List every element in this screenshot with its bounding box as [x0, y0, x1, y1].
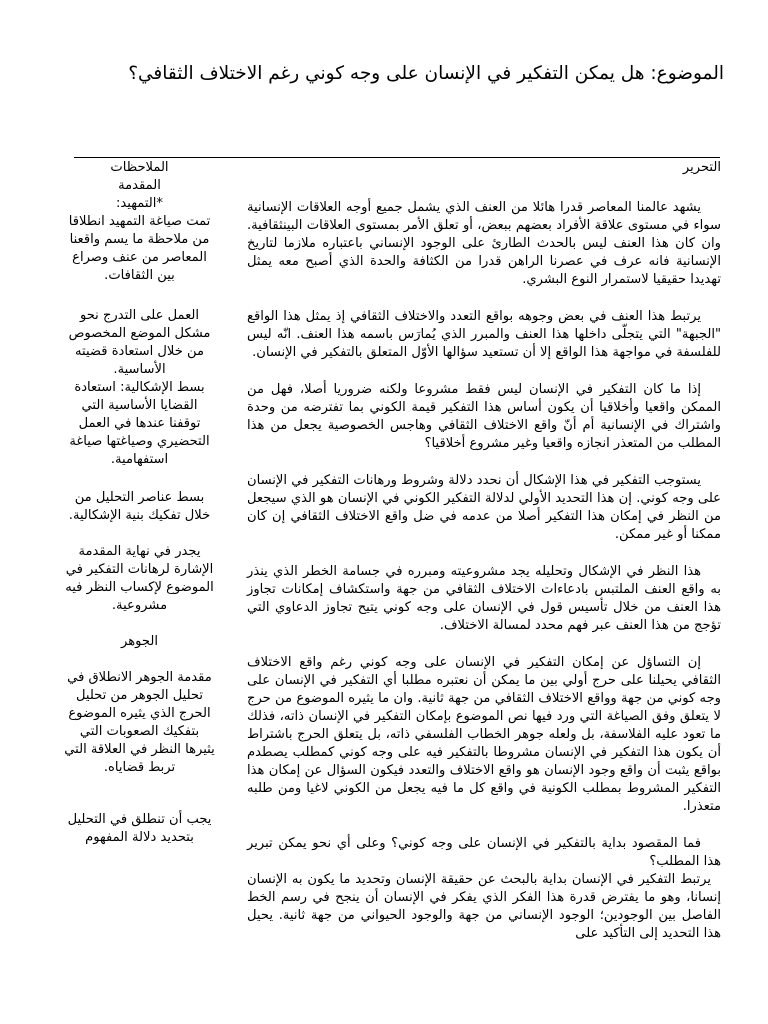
note-item: بسط الإشكالية: استعادة القضايا الأساسية التي توقفنا عندها في العمل التحضيري وصياغتها صياغة استفهامية. [69, 380, 210, 467]
paragraph: يرتبط هذا العنف في بعض وجوهه بواقع التعدد والاختلاف الثقافي إذ يمثل هذا الواقع "الجبهة" التي يتجلّى داخلها هذا العنف والمبرر الذي يُمارَس باسمه هذا العنف. انّه ليس للفلسفة في مواجهة هذا الواقع إلا أن تستعيد سؤالها الأوّل المتعلق بالتفكير في الإنسان. [247, 309, 721, 360]
notes-column-header: الملاحظات [110, 160, 169, 175]
note-item: تمت صياغة التمهيد انطلاقا من ملاحظة ما يسم واقعنا المعاصر من عنف وصراع بين الثقافات. [68, 214, 211, 283]
note-item: يجدر في نهاية المقدمة الإشارة لرهانات التفكير في الموضوع لإكساب النظر فيه مشروعية. [65, 544, 214, 613]
note-item: *التمهيد: [116, 196, 163, 211]
page-title: الموضوع: هل يمكن التفكير في الإنسان على وجه كوني رغم الاختلاف الثقافي؟ [128, 63, 724, 84]
paragraph: فما المقصود بداية بالتفكير في الإنسان على وجه كوني؟ وعلى أي نحو يمكن تبرير هذا المطلب؟ [247, 836, 721, 869]
note-section-label: المقدمة [118, 178, 161, 193]
main-column [247, 159, 721, 962]
paragraph: يرتبط التفكير في الإنسان بداية بالبحث عن حقيقة الإنسان وتحديد ما يكون به الإنسان إنسانا، وهو ما يفترض قدرة هذا الفكر الذي يفكر في الإنسان أن ينجح في رسم الخط الفاصل بين الوجودين؛ الوجود الإنساني من جهة والوجود الحيواني من جهة ثانية. يحيل هذا التحديد إلى التأكيد على [247, 872, 721, 941]
paragraph: يشهد عالمنا المعاصر قدرا هائلا من العنف الذي يشمل جميع أوجه العلاقات الإنسانية سواء في مستوى علاقة الأفراد بعضهم ببعض، أو تعلق الأمر بمستوى العلاقات البينثقافية. وان كان هذا العنف ليس بالحدث الطارئ على الوجود الإنساني باعتباره ملازما لتاريخ الإنسانية فانه عرف في عصرنا الراهن قدرا من الكثافة والحدة الذي أصبح معه يمثل تهديدا حقيقيا لاستمرار النوع البشري. [247, 200, 721, 287]
header-divider [74, 157, 720, 158]
note-section-label: الجوهر [121, 634, 158, 649]
paragraph: إذا ما كان التفكير في الإنسان ليس فقط مشروعا ولكنه ضروريا أصلا، فهل من الممكن واقعيا وأخلاقيا أن يكون أساس هذا التفكير قيمة الكوني بما تفترضه من وحدة واشتراك في الإنسانية أم أنّ واقع الاختلاف الثقافي وهاجس الخصوصية يجعل من هذا المطلب من المتعذر انجازه واقعيا وغير مشروع أخلاقيا؟ [247, 382, 721, 451]
paragraph: هذا النظر في الإشكال وتحليله يجد مشروعيته ومبرره في جسامة الخطر الذي ينذر به واقع العنف الملتبس بادعاءات الاختلاف الثقافي من جهة واستكشاف إمكانات تجاوز هذا العنف من خلال تأسيس قول في الإنسان على وجه كوني يتيح تجاوز الدعاوي التي تؤجج من هذا العنف عبر فهم محدد لمسالة الاختلاف. [247, 564, 721, 633]
note-item: يجب أن تنطلق في التحليل بتحديد دلالة المفهوم [67, 812, 212, 845]
note-item: مقدمة الجوهر الانطلاق في تحليل الجوهر من تحليل الحرج الذي يثيره الموضوع بتفكيك الصعوبات التي يثيرها النظر في العلاقة التي تربط قضاياه. [64, 670, 215, 775]
paragraph: يستوجب التفكير في هذا الإشكال أن نحدد دلالة وشروط ورهانات التفكير في الإنسان على وجه كوني. إن هذا التحديد الأولي لدلالة التفكير الكوني في الإنسان هو الذي سيجعل من النظر في إمكان هذا التفكير أصلا من عدمه في ضل واقع الاختلاف الثقافي إن كان ممكنا أو غير ممكن. [247, 473, 721, 542]
notes-column [64, 159, 215, 847]
note-item: بسط عناصر التحليل من خلال تفكيك بنية الإشكالية. [68, 490, 211, 523]
paragraph: إن التساؤل عن إمكان التفكير في الإنسان على وجه كوني رغم واقع الاختلاف الثقافي يحيلنا على حرج أولي بين ما يمكن أن نعتبره مطلبا أي التفكير في الإنسان على وجه كوني من جهة وواقع الاختلاف الثقافي من جهة ثانية. وان ما يثيره الموضوع من حرج لا يتعلق وفق الصياغة التي ورد فيها نص الموضوع بإمكان التفكير في الإنسان ذاته، فذلك ما تعود عليه الفلاسفة، بل ولعله جوهر الخطاب الفلسفي ذاته، بل يتعلق الحرج باشتراط أن يكون هذا التفكير في الإنسان مشروطا بالتفكير فيه على وجه كوني كمطلب يصطدم بواقع يثبت أن واقع وجود الإنسان هو واقع الاختلاف والتعدد فيكون السؤال عن إمكان هذا التفكير المشروط بمطلب الكونية في واقع كل ما فيه يجعل من الكوني لاغيا ومن طلبه متعذرا. [247, 655, 721, 814]
note-item: العمل على التدرج نحو مشكل الموضع المخصوص من خلال استعادة قضيته الأساسية. [68, 308, 211, 377]
main-column-header: التحرير [682, 160, 721, 175]
